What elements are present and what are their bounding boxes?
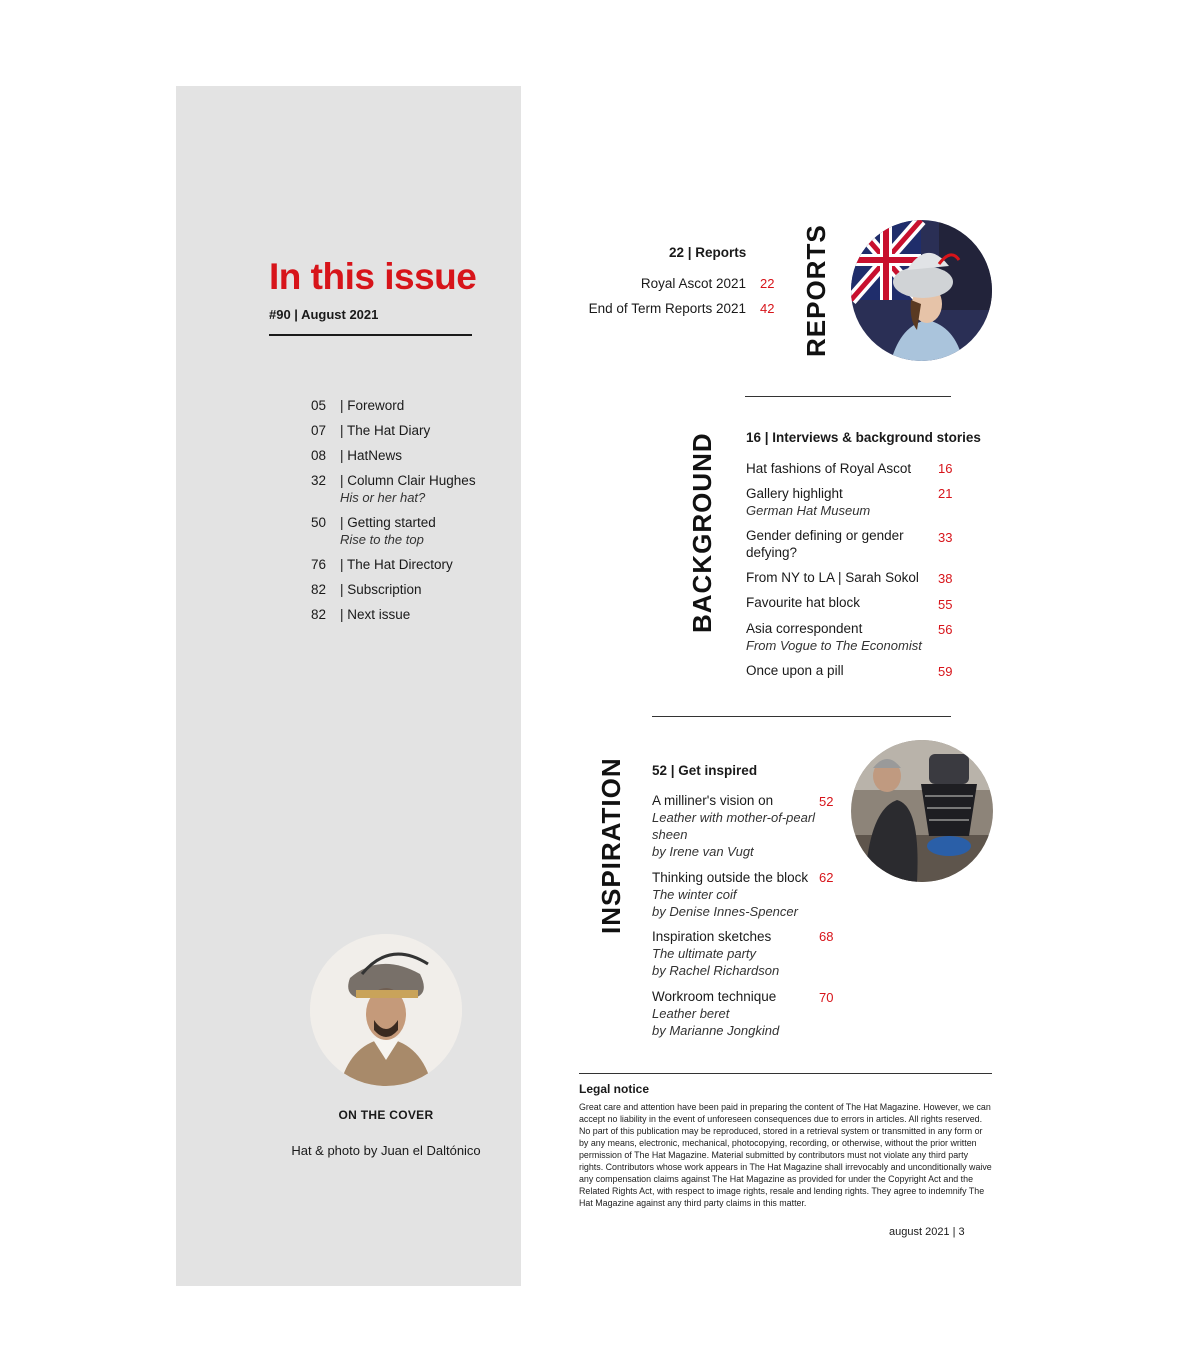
inspiration-heading: 52 | Get inspired	[652, 763, 758, 778]
legal-divider	[579, 1073, 992, 1074]
list-item[interactable]: 82 | Subscription	[311, 582, 422, 597]
page-number: 22	[760, 276, 775, 291]
list-item[interactable]: A milliner's vision on Leather with mother-of-pearl sheen by Irene van Vugt	[652, 793, 816, 859]
page-number: 33	[938, 530, 953, 545]
page-number: 56	[938, 622, 953, 637]
list-item[interactable]: Asia correspondent From Vogue to The Economist	[746, 621, 922, 653]
page-number: 62	[819, 870, 834, 885]
title-divider	[269, 334, 472, 336]
list-item[interactable]: Thinking outside the block The winter coif by Denise Innes-Spencer	[652, 870, 809, 919]
page-footer: august 2021 | 3	[889, 1226, 965, 1238]
list-item[interactable]: 05 | Foreword	[311, 398, 405, 413]
list-item[interactable]: From NY to LA | Sarah Sokol	[746, 570, 919, 585]
list-item[interactable]: Once upon a pill	[746, 663, 844, 678]
list-item[interactable]: 08 | HatNews	[311, 448, 403, 463]
page-number: 42	[760, 301, 775, 316]
list-item[interactable]: Workroom technique Leather beret by Marianne Jongkind	[652, 989, 780, 1038]
legal-notice-title: Legal notice	[579, 1082, 650, 1096]
list-item[interactable]: Gender defining or gender defying?	[746, 528, 904, 560]
background-heading: 16 | Interviews & background stories	[746, 430, 981, 445]
list-item[interactable]: Hat fashions of Royal Ascot	[746, 461, 912, 476]
workroom-photo	[851, 740, 993, 882]
cover-credit: Hat & photo by Juan el Daltónico	[291, 1143, 481, 1158]
page-number: 52	[819, 794, 834, 809]
main-contents-list	[311, 397, 511, 631]
legal-notice-text: Great care and attention have been paid in preparing the content of The Hat Magazine. However, we can accept no liability in the event of unforeseen consequences due to errors in articles. All rights reserved. No part of this publication may be reproduced, stored in a retrieval system or transmitted in any form or by any means, electronic, mechanical, photocopying, recording, or otherwise, without the prior written permission of The Hat Magazine. Material submitted by contributors must not violate any third party rights. Contributors whose work appears in The Hat Magazine shall irrevocably and unconditionally waive any compensation claims against The Hat Magazine as provided for under the Copyright Act and the Related Rights Act, with respect to image rights, resale and lending rights. They agree to indemnify The Hat Magazine against any third party claims in this matter.	[579, 1102, 992, 1208]
list-item[interactable]: 07 | The Hat Diary	[311, 423, 431, 438]
royal-ascot-photo	[851, 220, 992, 361]
list-item[interactable]: 76 | The Hat Directory	[311, 557, 453, 572]
list-item[interactable]: Royal Ascot 2021	[640, 276, 746, 291]
page-number: 21	[938, 486, 953, 501]
list-item[interactable]: 50 | Getting started Rise to the top	[311, 515, 436, 547]
list-item[interactable]: End of Term Reports 2021	[588, 301, 746, 316]
page-number: 70	[819, 990, 834, 1005]
section-divider	[652, 716, 951, 717]
page-number: 68	[819, 929, 834, 944]
section-divider	[745, 396, 951, 397]
issue-number: #90 | August 2021	[269, 307, 379, 322]
section-title-reports: REPORTS	[801, 224, 831, 357]
page-number: 16	[938, 461, 953, 476]
page-number: 59	[938, 664, 953, 679]
list-item[interactable]: Favourite hat block	[746, 595, 861, 610]
section-title-background: BACKGROUND	[687, 432, 717, 633]
page-number: 38	[938, 571, 953, 586]
list-item[interactable]: 82 | Next issue	[311, 607, 411, 622]
page-number: 55	[938, 597, 953, 612]
page-title: In this issue	[269, 256, 477, 297]
section-title-inspiration: INSPIRATION	[596, 757, 626, 934]
cover-photo	[310, 934, 462, 1086]
reports-heading: 22 | Reports	[669, 245, 747, 260]
cover-label: ON THE COVER	[338, 1108, 434, 1122]
list-item[interactable]: 32 | Column Clair Hughes His or her hat?	[311, 473, 476, 505]
list-item[interactable]: Gallery highlight German Hat Museum	[746, 486, 871, 518]
list-item[interactable]: Inspiration sketches The ultimate party by Rachel Richardson	[652, 929, 780, 978]
